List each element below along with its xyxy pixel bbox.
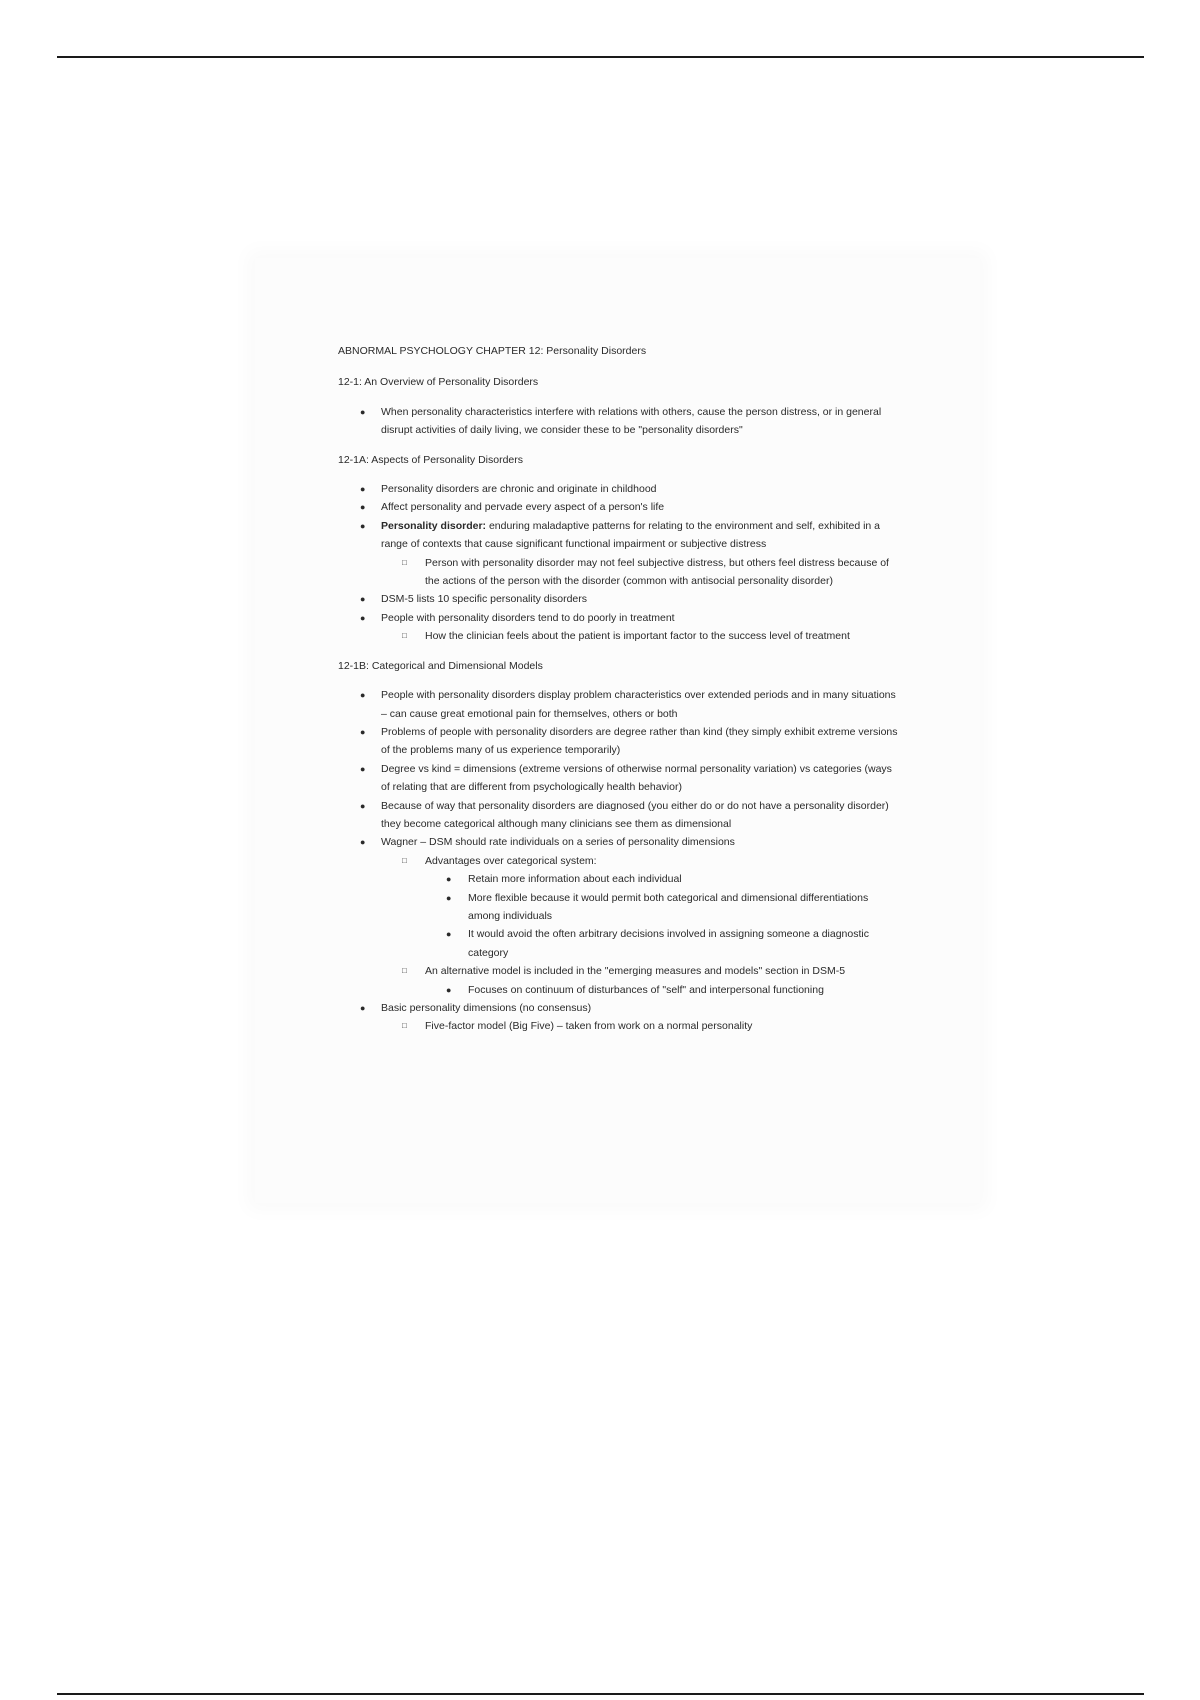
document-title: ABNORMAL PSYCHOLOGY CHAPTER 12: Personality Disorders bbox=[338, 345, 647, 357]
list-item: ● Affect personality and pervade every aspect of a person's life bbox=[338, 498, 898, 516]
hollow-square-bullet-icon: □ bbox=[402, 557, 407, 567]
list-item: ● People with personality disorders display problem characteristics over extended periods and in many situations – can cause great emotional pain for themselves, others or both bbox=[338, 686, 898, 723]
bullet-list bbox=[338, 403, 898, 440]
list-item: □ Person with personality disorder may not feel subjective distress, but others feel distress because of the actions of the person with the disorder (common with antisocial personality disorder) bbox=[338, 554, 898, 591]
hollow-square-bullet-icon: □ bbox=[402, 631, 407, 641]
list-item: ● Degree vs kind = dimensions (extreme versions of otherwise normal personality variation) vs categories (ways of relating that are different from psychologically health behavior) bbox=[338, 760, 898, 797]
list-item: ● Because of way that personality disorders are diagnosed (you either do or do not have a personality disorder) they become categorical although many clinicians see them as dimensional bbox=[338, 797, 898, 834]
hollow-square-bullet-icon: □ bbox=[402, 966, 407, 976]
list-item: ● It would avoid the often arbitrary decisions involved in assigning someone a diagnostic category bbox=[338, 925, 898, 962]
bullet-icon: ● bbox=[360, 837, 366, 848]
section-heading-12-1b: 12-1B: Categorical and Dimensional Models bbox=[338, 659, 543, 672]
hollow-square-bullet-icon: □ bbox=[402, 1021, 407, 1031]
list-item: ● Personality disorders are chronic and originate in childhood bbox=[338, 480, 898, 498]
bullet-icon: ● bbox=[360, 612, 366, 623]
bullet-icon: ● bbox=[446, 929, 452, 940]
definition-term: Personality disorder: bbox=[381, 519, 487, 532]
list-item: ● Personality disorder: enduring maladaptive patterns for relating to the environment and self, exhibited in a range of contexts that cause significant functional impairment or subjective distress bbox=[338, 517, 898, 554]
list-item: ● Wagner – DSM should rate individuals on a series of personality dimensions bbox=[338, 833, 898, 851]
list-item: ● More flexible because it would permit both categorical and dimensional differentiations among individuals bbox=[338, 889, 898, 926]
list-item: ● Problems of people with personality disorders are degree rather than kind (they simply exhibit extreme versions of the problems many of us experience temporarily) bbox=[338, 723, 898, 760]
list-item: □ An alternative model is included in the "emerging measures and models" section in DSM-5 bbox=[338, 962, 898, 980]
bullet-icon: ● bbox=[360, 502, 366, 513]
list-item: ● DSM-5 lists 10 specific personality disorders bbox=[338, 590, 898, 608]
bullet-list bbox=[338, 480, 898, 646]
top-rule bbox=[57, 56, 1144, 58]
list-item: ● Retain more information about each individual bbox=[338, 870, 898, 888]
bullet-icon: ● bbox=[360, 763, 366, 774]
bottom-rule bbox=[57, 1693, 1144, 1695]
bullet-icon: ● bbox=[360, 690, 366, 701]
bullet-icon: ● bbox=[360, 484, 366, 495]
document-body bbox=[338, 342, 898, 1047]
bullet-icon: ● bbox=[446, 874, 452, 885]
list-item: □ Advantages over categorical system: bbox=[338, 852, 898, 870]
bullet-icon: ● bbox=[360, 594, 366, 605]
bullet-icon: ● bbox=[360, 800, 366, 811]
bullet-icon: ● bbox=[360, 1003, 366, 1013]
list-item: ● Focuses on continuum of disturbances of "self" and interpersonal functioning bbox=[338, 981, 898, 999]
list-item: ● People with personality disorders tend to do poorly in treatment bbox=[338, 609, 898, 627]
bullet-icon: ● bbox=[360, 726, 366, 737]
bullet-list bbox=[338, 686, 898, 1036]
list-item: □ Five-factor model (Big Five) – taken from work on a normal personality bbox=[338, 1017, 898, 1035]
list-item: ● When personality characteristics interfere with relations with others, cause the person distress, or in general disrupt activities of daily living, we consider these to be "personality disorders" bbox=[338, 403, 898, 440]
bullet-icon: ● bbox=[360, 406, 366, 417]
section-heading-12-1: 12-1: An Overview of Personality Disorders bbox=[338, 376, 539, 389]
hollow-square-bullet-icon: □ bbox=[402, 855, 407, 865]
bullet-icon: ● bbox=[446, 984, 452, 995]
bullet-icon: ● bbox=[360, 520, 366, 531]
bullet-icon: ● bbox=[446, 892, 452, 903]
section-heading-12-1a: 12-1A: Aspects of Personality Disorders bbox=[338, 453, 524, 466]
list-item: □ How the clinician feels about the patient is important factor to the success level of treatment bbox=[338, 627, 898, 645]
list-item: ● Basic personality dimensions (no consensus) bbox=[338, 999, 898, 1017]
